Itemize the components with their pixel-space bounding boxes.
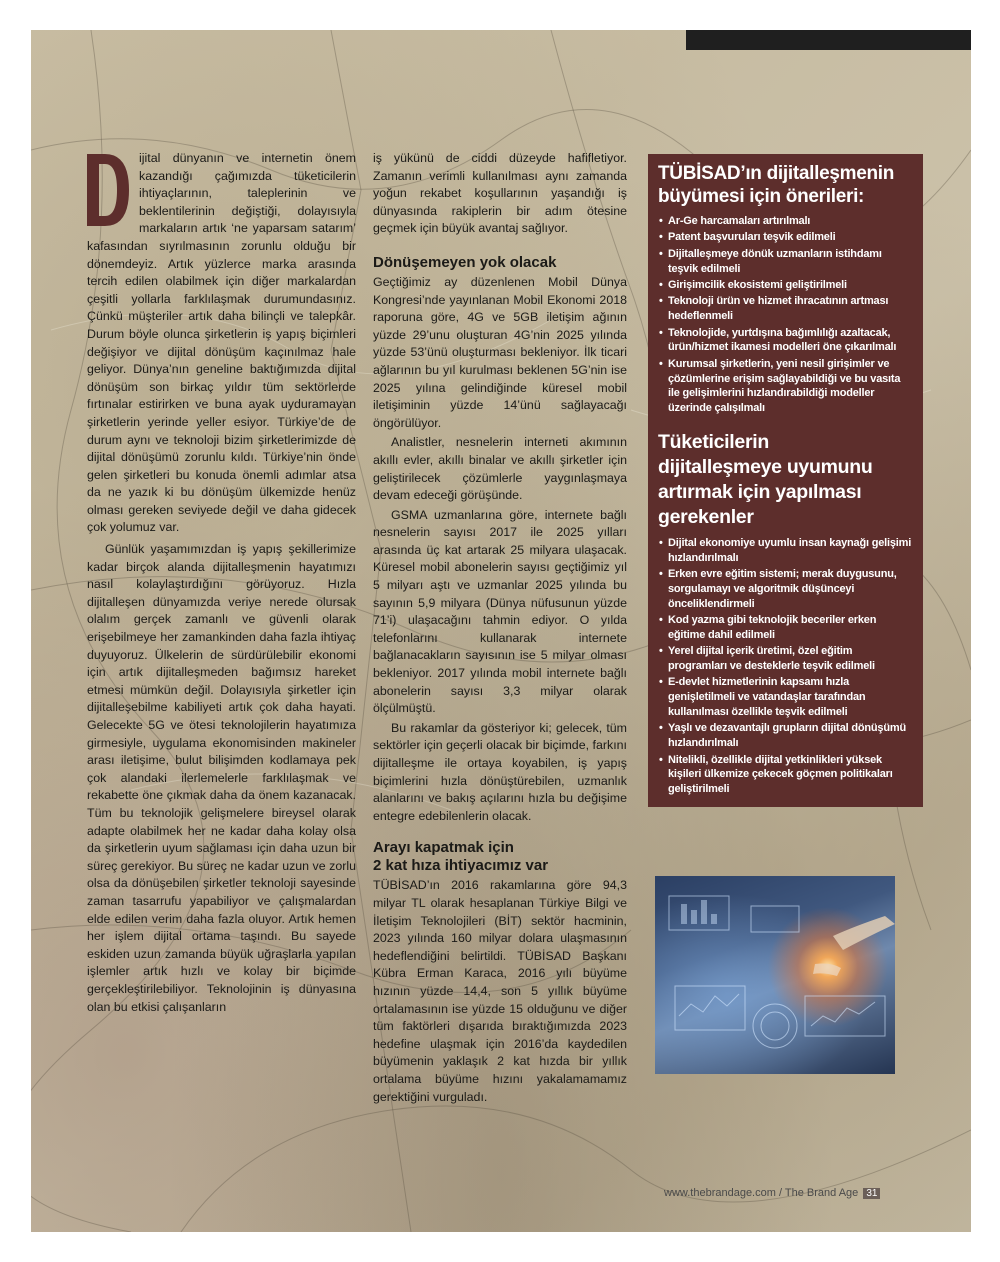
list-item: • Nitelikli, özellikle dijital yetkinlikleri yüksek kişileri ülkemize çekecek göçmen politikaları geliştirilmeli — [658, 753, 913, 797]
article-paragraph: iş yükünü de ciddi düzeyde hafifletiyor. Zamanın verimli kullanılması aynı zamanda yoğun rekabet koşullarının yaşandığı iş dünyasında rakiplerin bir adım ötesine geçmek için büyük avantaj sağlıyor. — [373, 151, 627, 236]
list-item: • Kurumsal şirketlerin, yeni nesil girişimler ve çözümlerine erişim sağlayabildiği ve bu vasıta ile gelişimlerini hızlandırabildiği modeller üzerinde çalışılmalı — [658, 357, 913, 416]
article-paragraph: Geçtiğimiz ay düzenlenen Mobil Dünya Kongresi’nde yayınlanan Mobil Ekonomi 2018 raporuna göre, 4G ve 5GB iletişim ağının yüzde 29’unu oluşturan 4G’nin 2025 yılında yüzde 53’ünü oluşturması bekleniyor. İlk ticari ağlarının bu yıl kurulması beklenen 5G’nin ise 2025 yılına gelindiğinde küresel mobil iletişiminin yüzde 14’ünü sağlayacağı öngörülüyor. — [373, 274, 627, 430]
list-item: • Dijital ekonomiye uyumlu insan kaynağı gelişimi hızlandırılmalı — [658, 536, 913, 566]
box-title-line: Tüketicilerin — [658, 430, 769, 453]
recommendations-box — [648, 154, 923, 807]
box-title-line: büyümesi için önerileri: — [658, 186, 865, 207]
article-paragraph: Bu rakamlar da gösteriyor ki; gelecek, tüm sektörler için geçerli olacak bir biçimde, farkını dijitalleşme ile ortaya koyabilen, iş yapış biçimlerini hızla dönüştürebilen, uzmanlık alanlarını ve bakış açılarını hızla bu değişime entegre edebilenlerin olacak. — [373, 720, 627, 823]
box-title — [658, 162, 913, 208]
box-title-line: dijitalleşmeye uyumunu — [658, 455, 873, 478]
article-paragraph: TÜBİSAD’ın 2016 rakamlarına göre 94,3 milyar TL olarak hesaplanan Türkiye Bilgi ve İletişim Teknolojileri (BİT) sektör hacminin, 2023 yılında 160 milyar dolara ulaşmasının hedeflendiğini belirtildi. TÜBİSAD Başkanı Kübra Erman Karaca, 2016 yılı büyüme hızının yüzde 14,4, son 5 yıllık büyüme ortalamasının ise yüzde 15 olduğunu ve diğer tüm faktörleri dışarıda bıraktığımızda 2023 hedefine ulaşmak için 2016’da kaydedilen büyümenin yaklaşık 2 kat hızda bir yıllık ortalama büyüme hızını yakalamamamız gerektiğini vurguladı. — [373, 878, 627, 1104]
page-number: 31 — [863, 1188, 880, 1199]
list-item: • Ar-Ge harcamaları artırılmalı — [658, 214, 913, 229]
footer-separator: / — [778, 1187, 783, 1199]
drop-cap-d — [85, 152, 131, 228]
consumer-recommendations-list — [658, 536, 913, 797]
hologram-graphic — [655, 876, 895, 1074]
article-paragraph: Günlük yaşamımızdan iş yapış şekillerimize kadar birçok alanda dijitalleşmenin hayatımızı nasıl kolaylaştırdığını görüyoruz. Hızla dijitalleşen dünyamızda veriye nerede olursak olalım gerçek zamanlı ve güvenli olarak erişebilmeye her zamankinden daha fazla ihtiyaç duyuyoruz. Ülkelerin de sürdürülebilir ekonomi için artık dijitalleşmeden bağımsız hareket etmesi mümkün değil. Dolayısıyla şirketler için dijitalleşebilme kabiliyeti artık çok daha hayati. Gelecekte 5G ve ötesi teknolojilerin hayatımıza girmesiyle, uygulama ekonomisinden makineler arası iletişime, bulut bilişimden kodlamaya pek çok alandaki ilerlemelerle farklılaşmak ve rekabette öne çıkmak daha da önem kazanacak. Tüm bu teknolojik gelişmelere bireysel olarak adapte olabilmek her ne kadar daha kolay olsa da şirketlerin uyum sağlaması için daha uzun bir süreç gerekiyor. Bu süreç ne kadar uzun ve zorlu olsa da dönüşebilen şirketler teknoloji sayesinde zaman tasarrufu yapabiliyor ve çalışmalardan elde edilen verim daha fazla oluyor. Artık hemen her işlem dijital ortama taşındı. Bu sayede eskiden uzun zamanda büyük uğraşlarla yapılan işlemler artık hızlı ve kolay bir biçimde gerçekleştirilebiliyor. Teknolojinin iş dünyasına olan bu etkisi çalışanların — [87, 542, 356, 1014]
list-item: • Girişimcilik ekosistemi geliştirilmeli — [658, 278, 913, 293]
article-column-1 — [87, 150, 356, 1016]
article-paragraph: Analistler, nesnelerin interneti akımının akıllı evler, akıllı binalar ve akıllı şirketler için geliştirilecek çözümlerle yaygınlaşmaya devam edeceği görüşünde. — [373, 435, 627, 503]
list-item: • E-devlet hizmetlerinin kapsamı hızla genişletilmeli ve vatandaşlar tarafından kullanılması özellikle teşvik edilmeli — [658, 675, 913, 719]
digital-technology-photo — [655, 876, 895, 1074]
page-footer — [664, 1187, 880, 1199]
section-heading: Dönüşemeyen yok olacak — [373, 253, 557, 271]
section-heading — [373, 839, 627, 875]
magazine-page — [31, 30, 971, 1232]
recommendations-list — [658, 214, 913, 416]
box-title-line: gerekenler — [658, 505, 754, 528]
box-title — [658, 430, 913, 530]
list-item: • Erken evre eğitim sistemi; merak duygusunu, sorgulamayı ve algoritmik düşünceyi önceliklendirmeli — [658, 567, 913, 611]
top-black-bar — [686, 30, 971, 50]
article-column-2 — [373, 150, 627, 1106]
article-paragraph: GSMA uzmanlarına göre, internete bağlı nesnelerin sayısı 2017 ile 2025 yılları arasında üç kat artarak 25 milyara ulaşacak. Küresel mobil abonelerin sayısı geçtiğimiz yıl 5 milyarı aştı ve uzmanlar 2025 yılında bu sayının 5,9 milyara (Dünya nüfusunun yüzde 71’i) ulaşacağını tahmin ediyor. O yılda telefonlarını kullanarak internete bağlanacakların sayısının ise 5 milyar olması bekleniyor. 2017 yılında mobil internete bağlı abonelerin sayısı 3,3 milyar olarak ölçülmüştü. — [373, 507, 627, 716]
footer-website: www.thebrandage.com — [664, 1187, 776, 1199]
list-item: • Dijitalleşmeye dönük uzmanların istihdamı teşvik edilmeli — [658, 247, 913, 277]
list-item: • Kod yazma gibi teknolojik beceriler erken eğitime dahil edilmeli — [658, 613, 913, 643]
list-item: • Yaşlı ve dezavantajlı grupların dijital dönüşümü hızlandırılmalı — [658, 721, 913, 751]
footer-magazine-name: The Brand Age — [784, 1187, 859, 1199]
article-paragraph: ijital dünyanın ve internetin önem kazandığı çağımızda tüketicilerin ihtiyaçlarının, taleplerinin ve beklentilerinin değiştiği, dolayısıyla markaların artık ‘ne yaparsam satarım’ kafasından sıyrılmasının zorunlu olduğu bir dönemdeyiz. Artık yüzlerce marka arasında tercih edilen olabilmek için diğer markalardan çeşitli yollarla farklılaşmak durumundasınız. Çünkü müşteriler artık daha bilinçli ve talepkâr. Durum böyle olunca şirketlerin iş yapış biçimleri değişiyor ve dijital dönüşüm kaçınılmaz hale geliyor. Dünya’nın geneline baktığımızda dijital dönüşüm son birkaç yıldır tüm sektörlerde fırtınalar estirirken ve buna ayak uyduramayan şirketlerin yerinde yeller esiyor. Türkiye’de de durum aynı ve teknoloji bizim şirketlerimizde de dijital dönüşümü zorunlu kıldı. Türkiye’nin önde gelen şirketleri bu konuda önemli adımlar atsa da ne yazık ki bu dönüşüm ülkemizde henüz olması gereken seviyede değil ve daha gidecek çok yolumuz var. — [87, 151, 356, 535]
list-item: • Patent başvuruları teşvik edilmeli — [658, 230, 913, 245]
list-item: • Yerel dijital içerik üretimi, özel eğitim programları ve desteklerle teşvik edilmeli — [658, 644, 913, 674]
list-item: • Teknolojide, yurtdışına bağımlılığı azaltacak, ürün/hizmet ikamesi modelleri öne çıkarılmalı — [658, 326, 913, 356]
section-heading-line: 2 kat hıza ihtiyacımız var — [373, 857, 549, 875]
section-heading-line: Arayı kapatmak için — [373, 839, 514, 857]
list-item: • Teknoloji ürün ve hizmet ihracatının artması hedeflenmeli — [658, 294, 913, 324]
box-title-line: TÜBİSAD’ın dijitalleşmenin — [658, 163, 895, 184]
box-title-line: artırmak için yapılması — [658, 480, 862, 503]
